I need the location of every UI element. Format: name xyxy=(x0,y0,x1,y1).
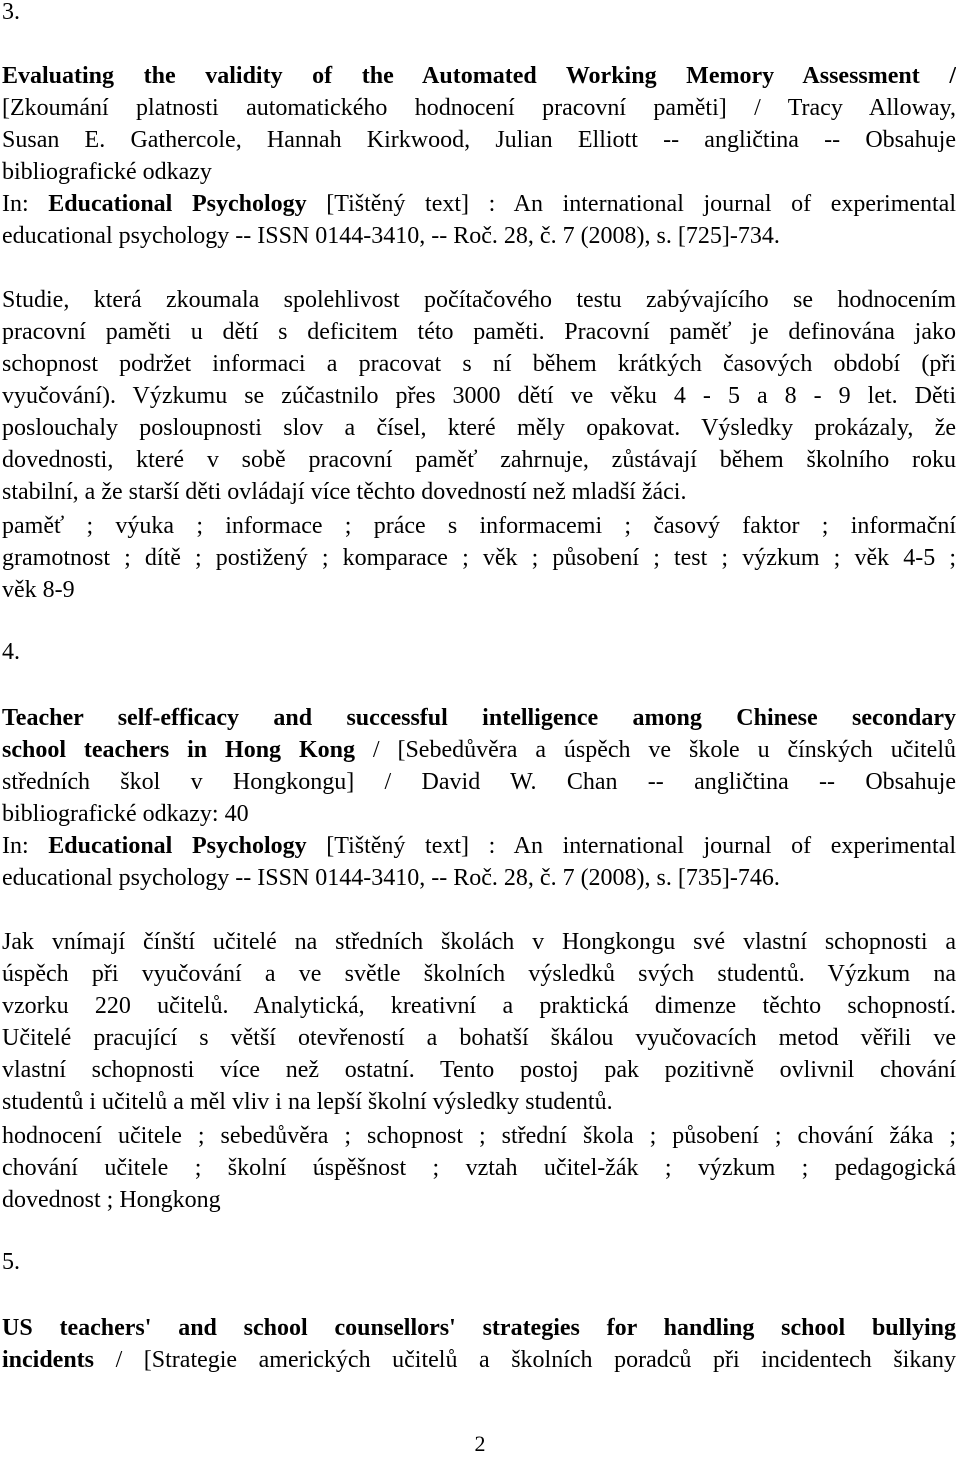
keywords-line: gramotnost ; dítě ; postižený ; komparace ; věk ; působení ; test ; výzkum ; věk 4-5 ; xyxy=(2,545,956,571)
entry-title-line: bibliografické odkazy: 40 xyxy=(2,801,249,827)
abstract-line: Učitelé pracující s větší otevřeností a bohatší škálou vyučovacích metod věřili ve xyxy=(2,1025,956,1051)
abstract-line: Jak vnímají čínští učitelé na středních školách v Hongkongu své vlastní schopnosti a xyxy=(2,929,956,955)
entry-source-line: educational psychology -- ISSN 0144-3410, -- Roč. 28, č. 7 (2008), s. [725]-734. xyxy=(2,223,780,249)
abstract-line: vzorku 220 učitelů. Analytická, kreativní a praktická dimenze těchto schopností. xyxy=(2,993,956,1019)
journal-name: Educational Psychology xyxy=(48,833,307,859)
source-rest: [Tištěný text] : An international journal of experimental xyxy=(306,833,956,859)
keywords-line: věk 8-9 xyxy=(2,577,75,603)
page-number: 2 xyxy=(474,1431,486,1456)
abstract-line: vlastní schopnosti více než ostatní. Tento postoj pak pozitivně ovlivnil chování xyxy=(2,1057,956,1083)
entry-number: 5. xyxy=(2,1249,20,1275)
abstract-line: úspěch při vyučování a ve světle školních výsledků svých studentů. Výzkum na xyxy=(2,961,956,987)
entry-title-rest: / [Sebedůvěra a úspěch ve škole u čínských učitelů xyxy=(354,737,956,763)
abstract-line: stabilní, a že starší děti ovládají více těchto dovedností než mladší žáci. xyxy=(2,479,687,505)
source-rest: [Tištěný text] : An international journal of experimental xyxy=(306,191,956,217)
entry-title-bold: school teachers in Hong Kong xyxy=(2,737,355,763)
keywords-line: dovednost ; Hongkong xyxy=(2,1187,221,1213)
source-prefix: In: xyxy=(2,833,49,859)
entry-title: Evaluating the validity of the Automated Working Memory Assessment / xyxy=(2,63,956,89)
entry-title: US teachers' and school counsellors' strategies for handling school bullying xyxy=(2,1315,956,1341)
abstract-line: Studie, která zkoumala spolehlivost počítačového testu zabývajícího se hodnocením xyxy=(2,287,956,313)
entry-title-line xyxy=(2,734,956,766)
entry-source xyxy=(2,188,956,220)
entry-source xyxy=(2,830,956,862)
abstract-line: pracovní paměti u dětí s deficitem této paměti. Pracovní paměť je definována jako xyxy=(2,319,956,345)
keywords-line: chování učitele ; školní úspěšnost ; vztah učitel-žák ; výzkum ; pedagogická xyxy=(2,1155,956,1181)
entry-source-line: educational psychology -- ISSN 0144-3410, -- Roč. 28, č. 7 (2008), s. [735]-746. xyxy=(2,865,780,891)
entry-title-line: [Zkoumání platnosti automatického hodnocení pracovní paměti] / Tracy Alloway, xyxy=(2,95,956,121)
entry-title-line: středních škol v Hongkongu] / David W. Chan -- angličtina -- Obsahuje xyxy=(2,769,956,795)
keywords-line: hodnocení učitele ; sebedůvěra ; schopnost ; střední škola ; působení ; chování žáka ; xyxy=(2,1123,956,1149)
entry-title-rest: / [Strategie amerických učitelů a školních poradců při incidentech šikany xyxy=(94,1347,956,1373)
abstract-line: schopnost podržet informaci a pracovat s ní během krátkých časových období (při xyxy=(2,351,956,377)
entry-title-bold: incidents xyxy=(2,1347,95,1373)
entry-title-line: Susan E. Gathercole, Hannah Kirkwood, Julian Elliott -- angličtina -- Obsahuje xyxy=(2,127,956,153)
journal-name: Educational Psychology xyxy=(48,191,307,217)
entry-title-line xyxy=(2,1344,956,1376)
entry-number: 4. xyxy=(2,639,20,665)
keywords-line: paměť ; výuka ; informace ; práce s informacemi ; časový faktor ; informační xyxy=(2,513,956,539)
abstract-line: poslouchaly posloupnosti slov a čísel, které měly opakovat. Výsledky prokázaly, že xyxy=(2,415,956,441)
entry-title: Teacher self-efficacy and successful intelligence among Chinese secondary xyxy=(2,705,956,731)
source-prefix: In: xyxy=(2,191,49,217)
abstract-line: vyučování). Výzkumu se zúčastnilo přes 3000 dětí ve věku 4 - 5 a 8 - 9 let. Děti xyxy=(2,383,956,409)
abstract-line: studentů i učitelů a měl vliv i na lepší školní výsledky studentů. xyxy=(2,1089,613,1115)
abstract-line: dovednosti, které v sobě pracovní paměť zahrnuje, zůstávají během školního roku xyxy=(2,447,956,473)
entry-number: 3. xyxy=(2,0,20,25)
entry-title-line: bibliografické odkazy xyxy=(2,159,212,185)
